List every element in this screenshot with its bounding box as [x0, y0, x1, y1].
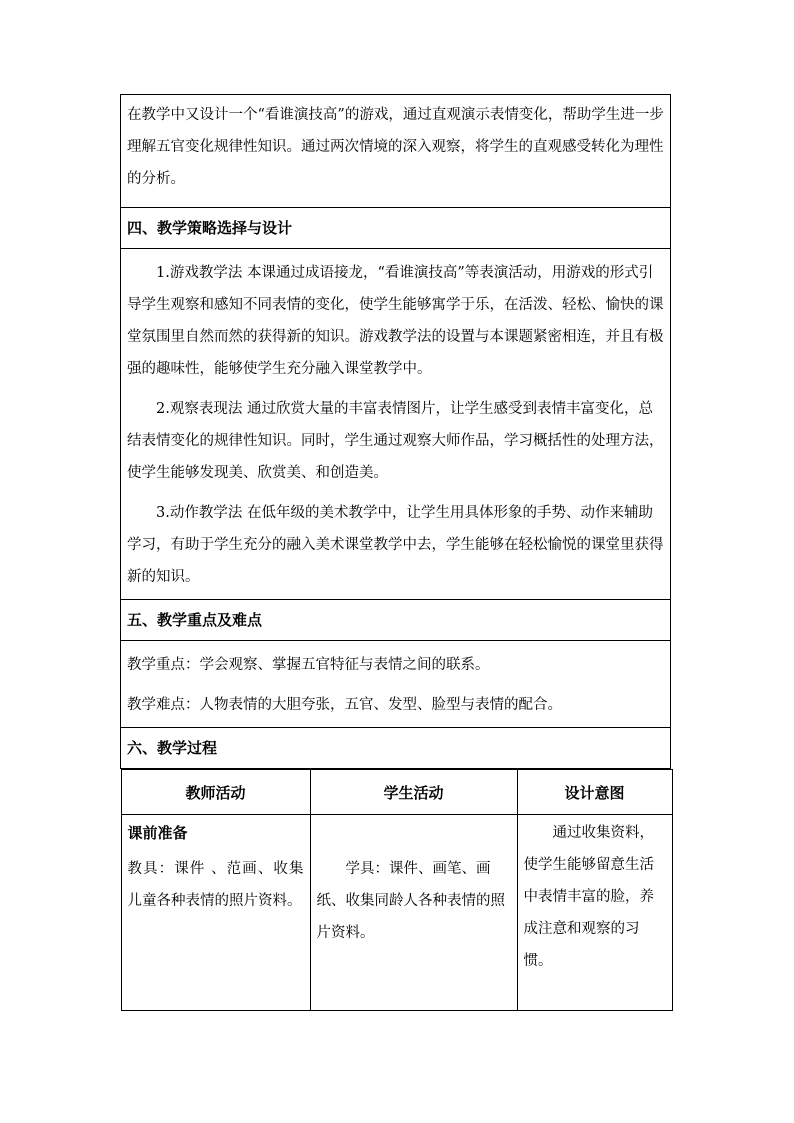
section4-content-cell: [121, 249, 671, 600]
section5-content-row: [121, 641, 671, 728]
intent-prep-text: 通过收集资料，使学生能够留意生活中表情丰富的脸，养成注意和观察的习惯。: [523, 825, 654, 969]
section4-title: 四、教学策略选择与设计: [127, 219, 293, 237]
difficulty-text: 教学难点：人物表情的大胆夸张，五官、发型、脸型与表情的配合。: [127, 697, 562, 713]
process-table: [121, 769, 673, 1011]
process-header-row: [121, 770, 672, 815]
section5-content-cell: [121, 641, 671, 728]
intent-prep-cell: [517, 815, 672, 1011]
strategy-item-2: 2.观察表现法 通过欣赏大量的丰富表情图片，让学生感受到表情丰富变化，总结表情变化的规律性知识。同时，学生通过观察大师作品，学习概括性的处理方法，使学生能够发现美、欣赏美、和创造美。: [127, 401, 664, 481]
col-design-intent: 设计意图: [517, 770, 672, 815]
section4-heading-cell: [121, 208, 671, 249]
strategy-item-1: 1.游戏教学法 本课通过成语接龙，“看谁演技高”等表演活动，用游戏的形式引导学生观察和感知不同表情的变化，使学生能够寓学于乐，在活泼、轻松、愉快的课堂氛围里自然而然的获得新的知识。游戏教学法的设置与本课题紧密相连，并且有极强的趣味性，能够使学生充分融入课堂教学中。: [127, 265, 664, 377]
intro-paragraph: 在教学中又设计一个“看谁演技高”的游戏，通过直观演示表情变化，帮助学生进一步理解五官变化规律性知识。通过两次情境的深入观察，将学生的直观感受转化为理性的分析。: [127, 107, 664, 187]
document-page: [120, 94, 671, 1011]
student-prep-cell: [310, 815, 517, 1011]
process-table-row: [121, 769, 671, 1012]
process-table-cell: [121, 769, 671, 1012]
col-student-activity: 学生活动: [310, 770, 517, 815]
intro-row: [121, 95, 671, 208]
prep-title: 课前准备: [127, 824, 188, 842]
section6-heading-row: [121, 728, 671, 769]
section4-content-row: [121, 249, 671, 600]
section5-heading-row: [121, 600, 671, 641]
key-point-text: 教学重点：学会观察、掌握五官特征与表情之间的联系。: [127, 657, 490, 673]
process-row-prep: [121, 815, 672, 1011]
lesson-plan-table: [120, 94, 671, 1011]
intro-cell: [121, 95, 671, 208]
section5-heading-cell: [121, 600, 671, 641]
strategy-item-3: 3.动作教学法 在低年级的美术教学中，让学生用具体形象的手势、动作来辅助学习，有助于学生充分的融入美术课堂教学中去，学生能够在轻松愉悦的课堂里获得新的知识。: [127, 505, 664, 585]
teacher-prep-text: 教具：课件 、范画、收集儿童各种表情的照片资料。: [127, 861, 304, 909]
teacher-prep-cell: [121, 815, 310, 1011]
student-prep-text: 学具：课件、画笔、画纸、收集同龄人各种表情的照片资料。: [316, 861, 505, 941]
section5-title: 五、教学重点及难点: [127, 611, 263, 629]
section6-heading-cell: [121, 728, 671, 769]
col-teacher-activity: 教师活动: [121, 770, 310, 815]
section4-heading-row: [121, 208, 671, 249]
section6-title: 六、教学过程: [127, 739, 218, 757]
